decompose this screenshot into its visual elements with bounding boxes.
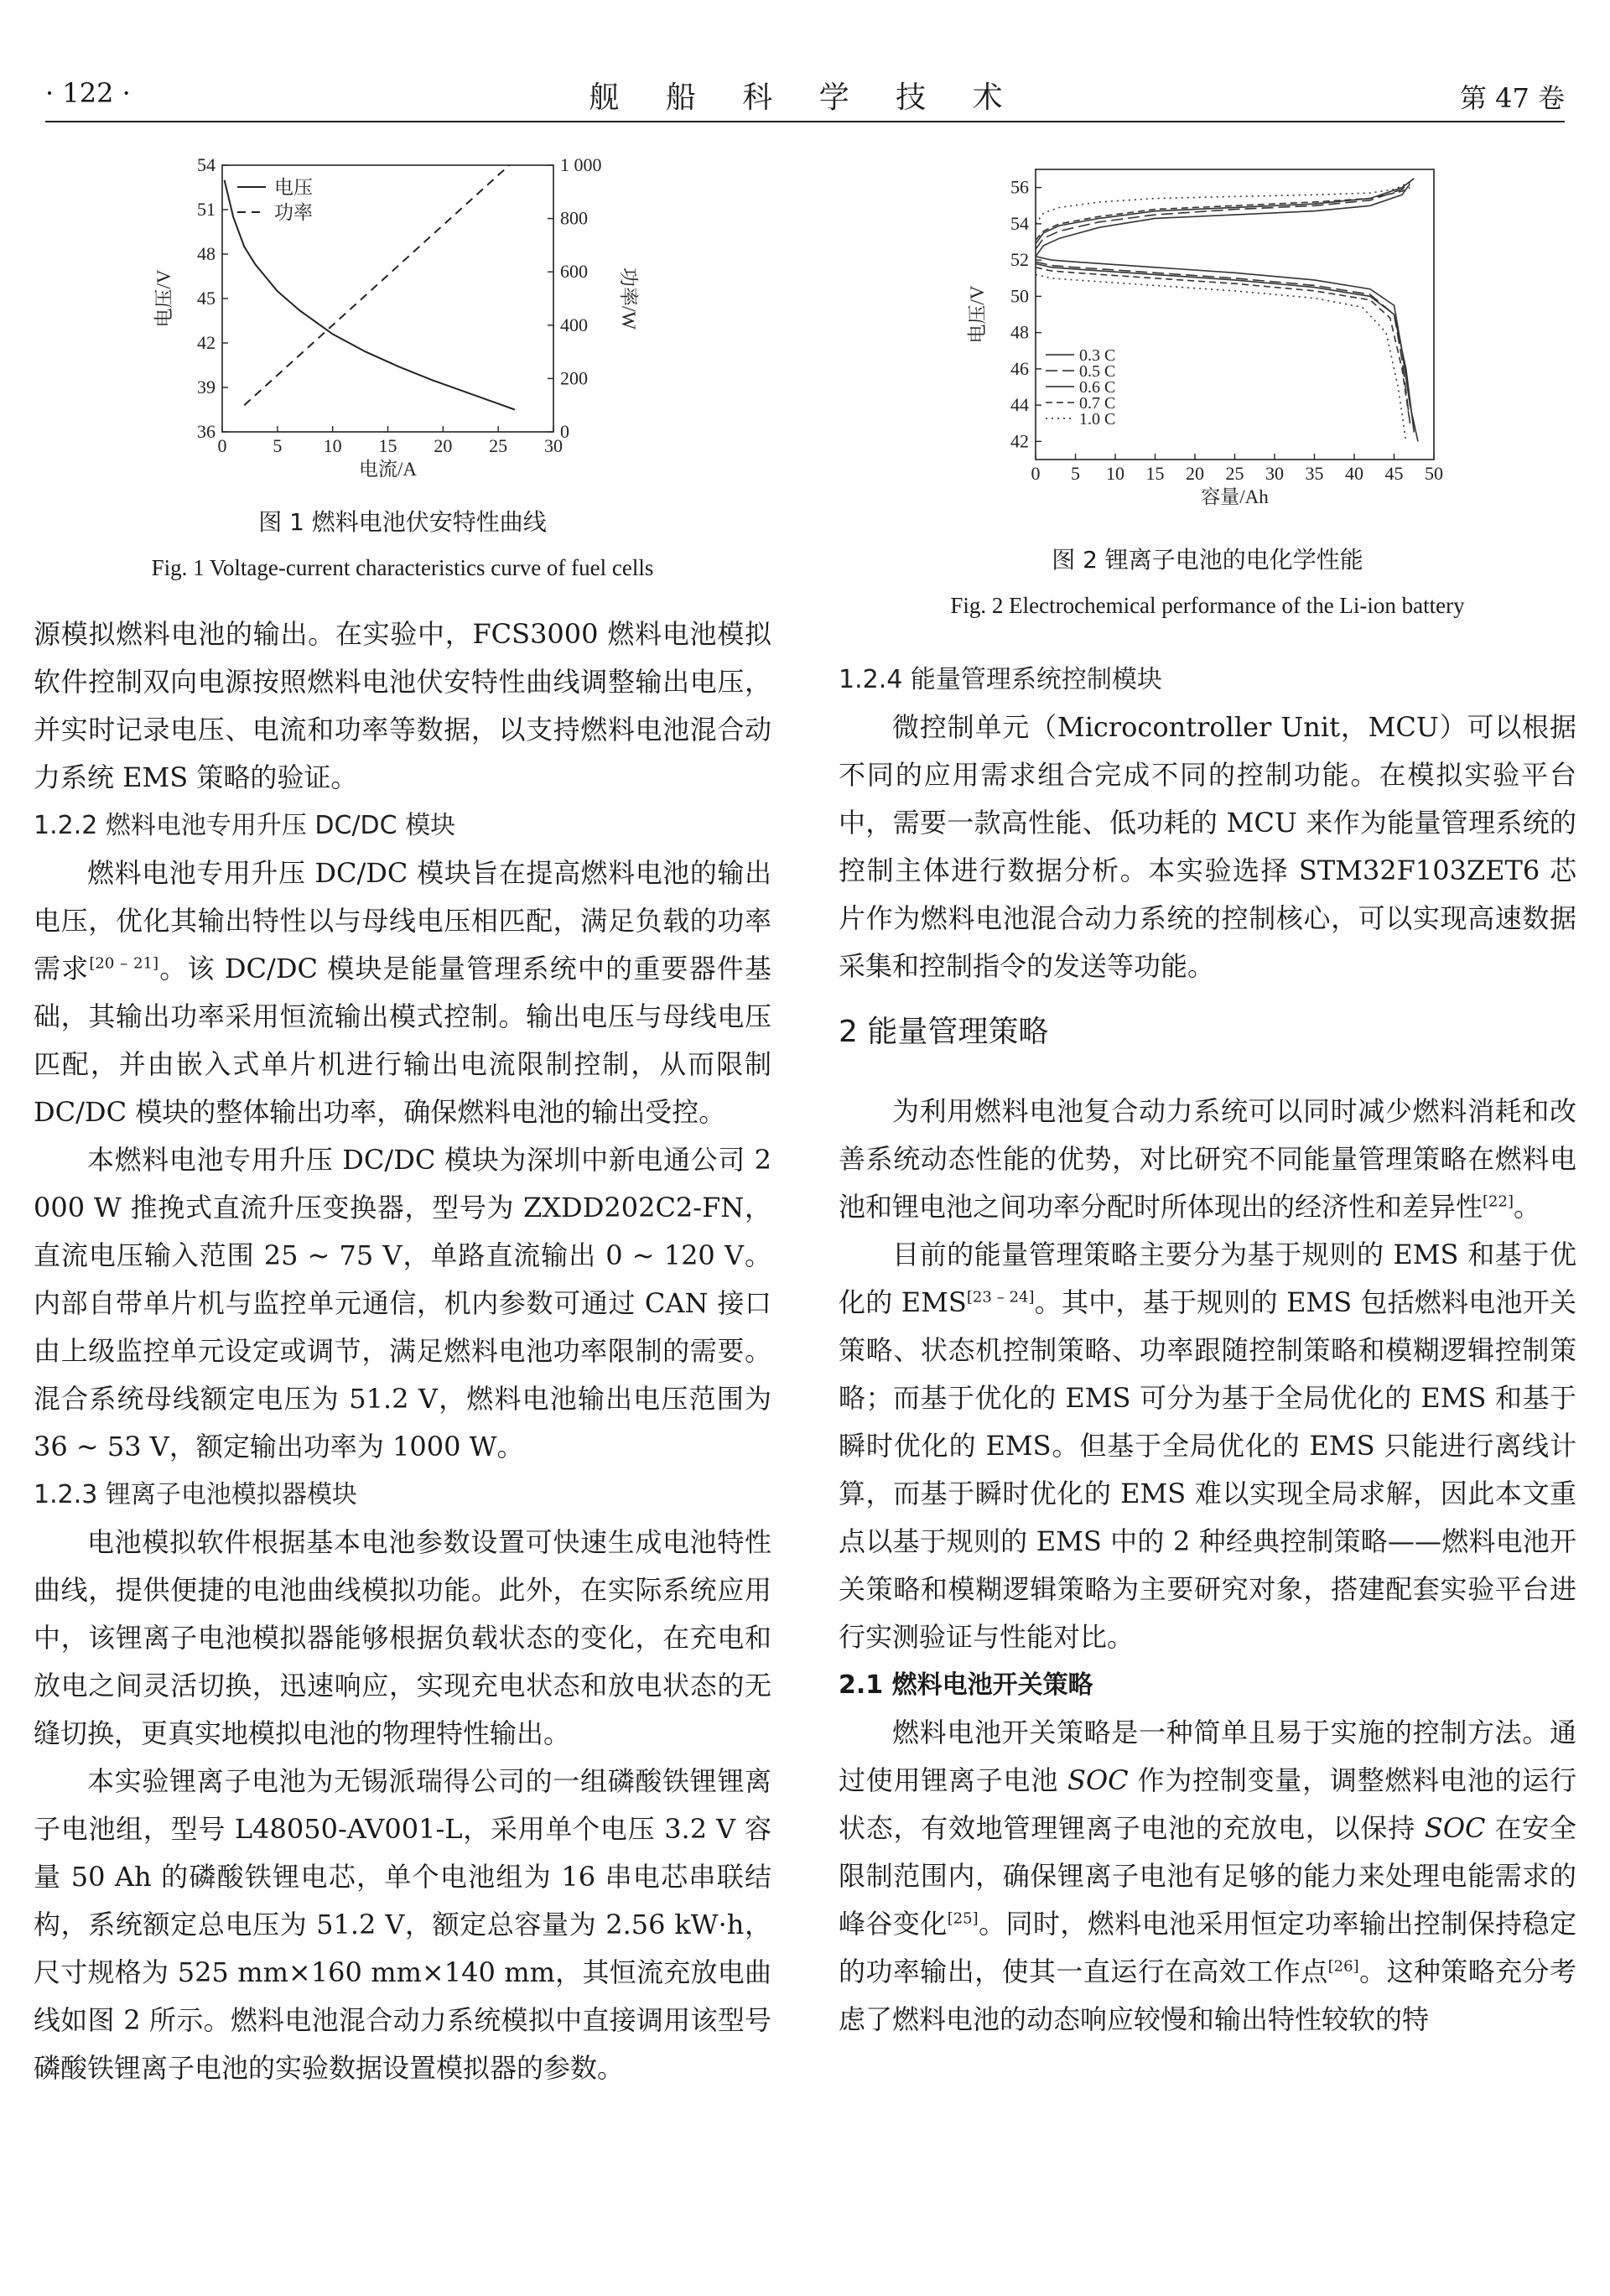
section-heading-1-2-4: 1.2.4 能量管理系统控制模块: [839, 665, 1162, 694]
citation: [22]: [1483, 1192, 1514, 1211]
y-right-tick-label: 600: [560, 261, 588, 283]
legend-label: 电压: [274, 177, 313, 198]
x-tick-label: 10: [1106, 463, 1124, 484]
y-tick-label: 54: [1010, 212, 1029, 234]
right-column: [839, 656, 1576, 2044]
volume-label: 第 47 卷: [1459, 82, 1565, 114]
paragraph-text: 作为控制变量，调整燃料电池的运行状态，有效地管理锂离子电池的充放电，以保持: [839, 1764, 1576, 1844]
y-tick-label: 44: [1010, 394, 1029, 416]
paragraph-text: 燃料电池专用升压 DC/DC 模块旨在提高燃料电池的输出电压，优化其输出特性以与母线电压相匹配，满足负载的功率需求: [34, 857, 771, 984]
left-column: [34, 610, 771, 2092]
paragraph-text: 。该 DC/DC 模块是能量管理系统中的重要器件基础，其输出功率采用恒流输出模式控制。输出电压与母线电压匹配，并由嵌入式单片机进行输出电流限制控制，从而限制 DC/DC 模块的整体输出功率，确保燃料电池的输出受控。: [34, 953, 771, 1128]
legend-label: 1.0 C: [1079, 410, 1116, 429]
soc-variable: SOC: [1424, 1812, 1486, 1844]
section-heading-1-2-3: 1.2.3 锂离子电池模拟器模块: [34, 1480, 357, 1509]
section-heading-2: 2 能量管理策略: [839, 1015, 1049, 1049]
y-tick-label: 51: [197, 199, 216, 220]
header-rule: [45, 121, 1565, 122]
paragraph: 电池模拟软件根据基本电池参数设置可快速生成电池特性曲线，提供便捷的电池曲线模拟功能。此外，在实际系统应用中，该锂离子电池模拟器能够根据负载状态的变化，在充电和放电之间灵活切换，迅速响应，实现充电状态和放电状态的无缝切换，更真实地模拟电池的物理特性输出。: [34, 1526, 771, 1749]
legend-label: 0.6 C: [1079, 378, 1116, 397]
y-tick-label: 54: [197, 154, 216, 175]
x-tick-label: 45: [1384, 463, 1404, 484]
plot-frame: [222, 165, 553, 432]
y-tick-label: 48: [197, 243, 216, 264]
figure-2-caption: [839, 543, 1576, 622]
legend-label: 0.7 C: [1079, 394, 1116, 413]
y-tick-label: 46: [1010, 357, 1029, 379]
citation: [26]: [1327, 1957, 1359, 1976]
citation: [25]: [947, 1909, 979, 1928]
y-tick-label: 45: [197, 288, 216, 309]
x-tick-label: 20: [434, 435, 453, 456]
figure-2-caption-en: Fig. 2 Electrochemical performance of the Li-ion battery: [950, 593, 1465, 618]
soc-variable: SOC: [1067, 1764, 1129, 1796]
y-tick-label: 36: [197, 421, 216, 442]
y-right-tick-label: 800: [560, 207, 588, 229]
y-axis-label: 电压/V: [153, 269, 174, 328]
series-charge-line: [1036, 179, 1414, 244]
paragraph: 微控制单元（Microcontroller Unit，MCU）可以根据不同的应用需求组合完成不同的控制功能。在模拟实验平台中，需要一款高性能、低功耗的 MCU 来作为能量管理系统的控制主体进行数据分析。本实验选择 STM32F103ZET6 芯片作为燃料电池混合动力系统的控制核心，可以实现高速数据采集和控制指令的发送等功能。: [839, 711, 1576, 982]
y-right-tick-label: 400: [560, 314, 588, 335]
x-axis-label: 电流/A: [359, 459, 417, 480]
paragraph: [839, 1709, 1576, 2044]
x-tick-label: 10: [323, 435, 342, 456]
x-tick-label: 15: [378, 435, 397, 456]
paragraph-text: 目前的能量管理策略主要分为基于规则的 EMS 和基于优化的 EMS: [839, 1239, 1576, 1318]
x-tick-label: 30: [1265, 463, 1284, 484]
y-right-tick-label: 0: [560, 421, 569, 442]
series-charge-line: [1036, 184, 1406, 224]
figure-1-caption-en: Fig. 1 Voltage-current characteristics curve of fuel cells: [151, 555, 654, 580]
paragraph: 源模拟燃料电池的输出。在实验中，FCS3000 燃料电池模拟软件控制双向电源按照燃料电池伏安特性曲线调整输出电压，并实时记录电压、电流和功率等数据，以支持燃料电池混合动力系统 EMS 策略的验证。: [34, 618, 771, 793]
paragraph-text: 。: [1513, 1191, 1540, 1223]
y-right-tick-label: 200: [560, 367, 588, 389]
x-tick-label: 30: [544, 435, 563, 456]
paragraph-text: 。这种策略充分考虑了燃料电池的动态响应较慢和输出特性较软的特: [839, 1956, 1576, 2035]
y-tick-label: 52: [1010, 249, 1029, 271]
figure-2-caption-zh: 图 2 锂离子电池的电化学性能: [1052, 546, 1363, 574]
x-tick-label: 35: [1305, 463, 1324, 484]
y-tick-label: 39: [197, 377, 216, 397]
x-tick-label: 50: [1425, 463, 1443, 484]
journal-title: 舰 船 科 学 技 术: [589, 81, 1021, 115]
paragraph: 本燃料电池专用升压 DC/DC 模块为深圳中新电通公司 2 000 W 推挽式直流升压变换器，型号为 ZXDD202C2-FN，直流电压输入范围 25 ~ 75 V，单路直流输出 0 ~ 120 V。内部自带单片机与监控单元通信，机内参数可通过 CAN 接口由上级监控单元设定或调节，满足燃料电池功率限制的需要。混合系统母线额定电压为 51.2 V，燃料电池输出电压范围为 36 ~ 53 V，额定输出功率为 1000 W。: [34, 1144, 771, 1462]
x-tick-label: 25: [489, 435, 508, 456]
x-tick-label: 40: [1345, 463, 1363, 484]
x-tick-label: 20: [1186, 463, 1204, 484]
paragraph-text: 为利用燃料电池复合动力系统可以同时减少燃料消耗和改善系统动态性能的优势，对比研究不同能量管理策略在燃料电池和锂电池之间功率分配时所体现出的经济性和差异性: [839, 1095, 1576, 1223]
page-header: [45, 65, 1565, 121]
x-tick-label: 0: [1031, 463, 1041, 484]
page-number: · 122 ·: [45, 77, 131, 109]
paragraph: [34, 849, 771, 1136]
figure-1-caption: [34, 506, 771, 584]
figure-1-caption-zh: 图 1 燃料电池伏安特性曲线: [258, 508, 547, 536]
y-tick-label: 50: [1010, 285, 1029, 307]
y-tick-label: 56: [1010, 176, 1029, 198]
series-line-voltage: [225, 180, 515, 410]
paragraph-text: 在安全限制范围内，确保锂离子电池有足够的能力来处理电能需求的峰谷变化: [839, 1812, 1576, 1940]
x-tick-label: 5: [273, 435, 283, 456]
figure-1-chart: [143, 147, 646, 503]
x-tick-label: 15: [1145, 463, 1165, 484]
x-axis-label: 容量/Ah: [1201, 486, 1269, 507]
paragraph: 本实验锂离子电池为无锡派瑞得公司的一组磷酸铁锂锂离子电池组，型号 L48050-AV001-L，采用单个电压 3.2 V 容量 50 Ah 的磷酸铁锂电芯，单个电池组为 16 串电芯串联结构，系统额定总电压为 51.2 V，额定总容量为 2.56 kW·h，尺寸规格为 525 mm×160 mm×140 mm，其恒流充放电曲线如图 2 所示。燃料电池混合动力系统模拟中直接调用该型号磷酸铁锂离子电池的实验数据设置模拟器的参数。: [34, 1765, 771, 2084]
citation: [23 – 24]: [966, 1288, 1035, 1306]
series-charge-line: [1036, 188, 1410, 241]
x-tick-label: 25: [1225, 463, 1244, 484]
y-tick-label: 48: [1010, 321, 1029, 343]
y-tick-label: 42: [197, 332, 216, 353]
section-heading-2-1: 2.1 燃料电池开关策略: [839, 1670, 1093, 1700]
legend-label: 0.3 C: [1079, 346, 1116, 365]
paragraph: [839, 1231, 1576, 1661]
paragraph-text: 。同时，燃料电池采用恒定功率输出控制保持稳定的功率输出，使其一直运行在高效工作点: [839, 1908, 1576, 1987]
x-tick-label: 0: [217, 435, 227, 456]
y-axis-label: 电压/V: [967, 285, 988, 344]
citation: [20 – 21]: [89, 954, 159, 973]
paragraph-text: 燃料电池开关策略是一种简单且易于实施的控制方法。通过使用锂离子电池: [839, 1717, 1576, 1796]
figure-2-chart: [956, 151, 1459, 532]
paragraph-text: 。其中，基于规则的 EMS 包括燃料电池开关策略、状态机控制策略、功率跟随控制策略和模糊逻辑控制策略；而基于优化的 EMS 可分为基于全局优化的 EMS 和基于瞬时优化的 EMS。但基于全局优化的 EMS 只能进行离线计算，而基于瞬时优化的 EMS 难以实现全局求解，因此本文重点以基于规则的 EMS 中的 2 种经典控制策略——燃料电池开关策略和模糊逻辑策略为主要研究对象，搭建配套实验平台进行实测验证与性能对比。: [839, 1286, 1576, 1653]
section-heading-1-2-2: 1.2.2 燃料电池专用升压 DC/DC 模块: [34, 811, 456, 840]
x-tick-label: 5: [1071, 463, 1080, 484]
y-right-tick-label: 1 000: [560, 154, 602, 175]
series-line-power: [244, 165, 509, 405]
paragraph: [839, 1088, 1576, 1231]
y-tick-label: 42: [1010, 430, 1029, 452]
legend-label: 功率: [274, 202, 313, 223]
y-right-axis-label: 功率/W: [618, 267, 639, 330]
legend-label: 0.5 C: [1079, 362, 1116, 381]
